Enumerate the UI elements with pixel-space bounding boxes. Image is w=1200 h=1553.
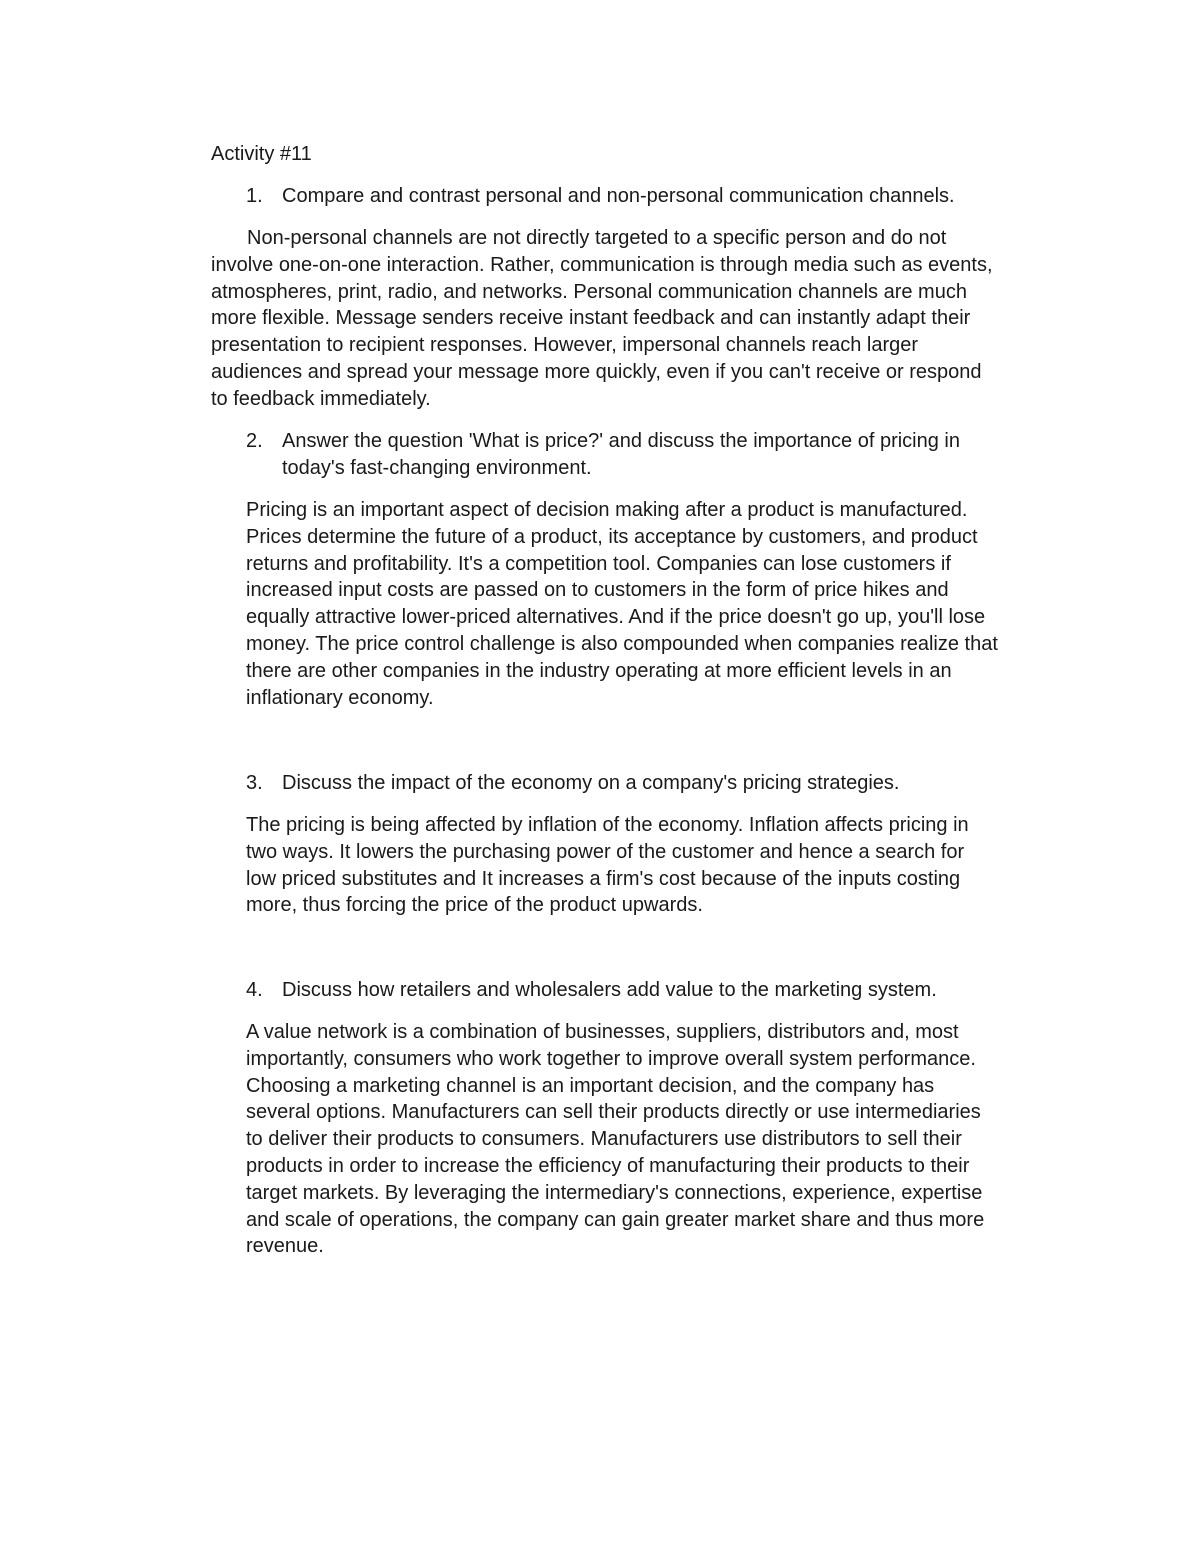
- answer-line: The pricing is being affected by inflation of the economy. Inflation affects pricing in: [246, 814, 969, 836]
- answer-line: more flexible. Message senders receive instant feedback and can instantly adapt their: [211, 307, 971, 330]
- question-number: 3.: [246, 772, 263, 794]
- answer-line: and scale of operations, the company can gain greater market share and thus more: [246, 1208, 985, 1231]
- question-text-line: today's fast-changing environment.: [282, 456, 592, 479]
- answer-line: to deliver their products to consumers. Manufacturers use distributors to sell their: [246, 1128, 962, 1151]
- answer-line: A value network is a combination of businesses, suppliers, distributors and, most: [246, 1021, 959, 1043]
- answer-line: presentation to recipient responses. However, impersonal channels reach larger: [211, 334, 919, 357]
- answer-3: [246, 812, 1106, 919]
- answer-2: [246, 497, 1106, 711]
- answer-line: money. The price control challenge is also compounded when companies realize that: [246, 632, 998, 655]
- answer-line: revenue.: [246, 1235, 324, 1258]
- answer-line: audiences and spread your message more quickly, even if you can't receive or respond: [211, 360, 982, 383]
- answer-line: inflationary economy.: [246, 686, 434, 709]
- answer-line: involve one-on-one interaction. Rather, communication is through media such as events,: [211, 253, 993, 276]
- answer-line: Non-personal channels are not directly targeted to a specific person and do not: [247, 227, 947, 249]
- answer-line: atmospheres, print, radio, and networks. Personal communication channels are much: [211, 280, 967, 303]
- answer-line: returns and profitability. It's a competition tool. Companies can lose customers if: [246, 552, 951, 575]
- answer-line: equally attractive lower-priced alternatives. And if the price doesn't go up, you'll lose: [246, 606, 986, 629]
- answer-line: target markets. By leveraging the intermediary's connections, experience, expertise: [246, 1181, 983, 1204]
- answer-line: two ways. It lowers the purchasing power of the customer and hence a search for: [246, 840, 965, 863]
- answer-line: importantly, consumers who work together to improve overall system performance.: [246, 1047, 976, 1070]
- question-text: Discuss the impact of the economy on a company's pricing strategies.: [282, 772, 900, 794]
- document-title: Activity #11: [211, 143, 312, 165]
- answer-line: products in order to increase the efficiency of manufacturing their products to their: [246, 1154, 970, 1177]
- answer-line: there are other companies in the industry operating at more efficient levels in an: [246, 659, 952, 682]
- question-text: [282, 428, 1062, 482]
- question-text: Discuss how retailers and wholesalers add value to the marketing system.: [282, 979, 937, 1001]
- question-text-line: Answer the question 'What is price?' and discuss the importance of pricing in: [282, 430, 960, 452]
- answer-4: [246, 1019, 1106, 1260]
- question-number: 2.: [246, 430, 263, 452]
- answer-line: Choosing a marketing channel is an important decision, and the company has: [246, 1074, 935, 1097]
- answer-line: Prices determine the future of a product, its acceptance by customers, and product: [246, 525, 978, 548]
- answer-line: low priced substitutes and It increases a firm's cost because of the inputs costing: [246, 867, 961, 890]
- question-number: 4.: [246, 979, 263, 1001]
- answer-line: more, thus forcing the price of the product upwards.: [246, 894, 703, 917]
- answer-1: [211, 225, 1071, 413]
- question-number: 1.: [246, 185, 263, 207]
- answer-line: to feedback immediately.: [211, 387, 431, 410]
- answer-line: Pricing is an important aspect of decision making after a product is manufactured.: [246, 499, 968, 521]
- answer-line: increased input costs are passed on to customers in the form of price hikes and: [246, 579, 949, 602]
- answer-line: several options. Manufacturers can sell their products directly or use intermediaries: [246, 1101, 981, 1124]
- question-text: Compare and contrast personal and non-personal communication channels.: [282, 185, 955, 207]
